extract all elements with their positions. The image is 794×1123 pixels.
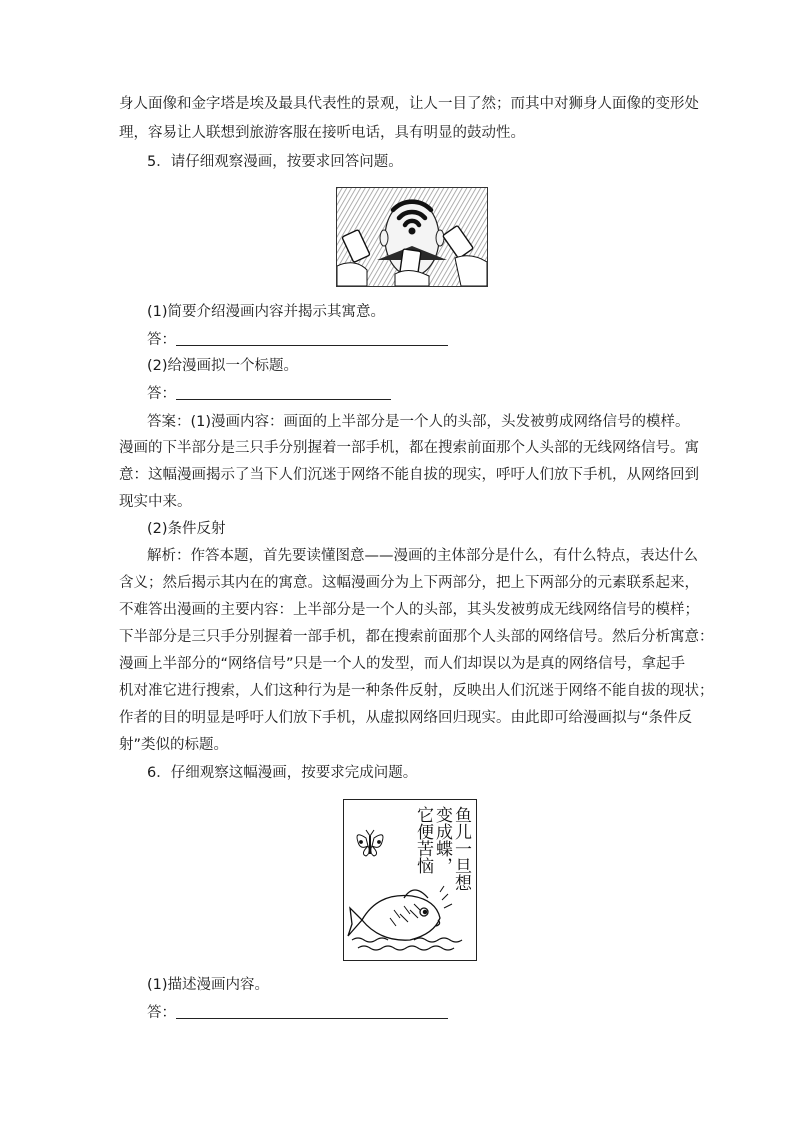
caption-column: 变成蝶，	[432, 806, 452, 874]
question-5-sub1: (1)简要介绍漫画内容并揭示其寓意。	[147, 304, 386, 320]
answer-line: 意：这幅漫画揭示了当下人们沉迷于网络不能自拔的现实，呼吁人们放下手机，从网络回到	[119, 467, 699, 483]
answer-label: 答：	[147, 332, 176, 348]
fish-icon	[348, 886, 452, 940]
caption-column: 鱼儿一旦想	[451, 806, 471, 891]
analysis-line: 下半部分是三只手分别握着一部手机，都在搜索前面那个人头部的网络信号。然后分析寓意：	[119, 629, 714, 645]
paragraph-line: 身人面像和金字塔是埃及最具代表性的景观，让人一目了然；而其中对狮身人面像的变形处	[119, 96, 699, 112]
ear-left	[380, 230, 388, 246]
paragraph-line: 理，容易让人联想到旅游客服在接听电话，具有明显的鼓动性。	[119, 125, 525, 141]
analysis-line: 含义；然后揭示其内在的寓意。这幅漫画分为上下两部分，把上下两部分的元素联系起来，	[119, 575, 699, 591]
analysis-line: 解析：作答本题，首先要读懂图意——漫画的主体部分是什么，有什么特点，表达什么	[147, 548, 698, 564]
ear-right	[436, 230, 444, 246]
butterfly-icon	[357, 830, 383, 856]
answer-label: 答：	[147, 386, 176, 402]
question-6-sub1: (1)描述漫画内容。	[147, 977, 270, 993]
question-5-sub2: (2)给漫画拟一个标题。	[147, 358, 299, 374]
analysis-line: 漫画上半部分的“网络信号”只是一个人的发型，而人们却误以为是真的网络信号，拿起手	[119, 656, 686, 672]
answer-line: 答案：(1)漫画内容：画面的上半部分是一个人的头部，头发被剪成网络信号的模样。	[147, 414, 690, 430]
question-5-title: 5．请仔细观察漫画，按要求回答问题。	[147, 154, 403, 170]
answer-label: 答：	[147, 1005, 176, 1021]
analysis-line: 不难答出漫画的主要内容：上半部分是一个人的头部，其头发被剪成无线网络信号的模样；	[119, 602, 699, 618]
answer-line: (2)条件反射	[147, 521, 226, 537]
answer-blank-line[interactable]	[176, 1018, 448, 1019]
answer-blank-line[interactable]	[176, 345, 448, 346]
caption-column: 它便苦恼	[413, 806, 433, 874]
answer-blank-line[interactable]	[176, 399, 391, 400]
wifi-cartoon-figure	[336, 187, 488, 287]
question-6-title: 6．仔细观察这幅漫画，按要求完成问题。	[147, 765, 418, 781]
answer-line: 漫画的下半部分是三只手分别握着一部手机，都在搜索前面那个人头部的无线网络信号。寓	[119, 440, 699, 456]
fish-butterfly-cartoon-figure	[343, 799, 477, 961]
analysis-line: 机对准它进行搜索，人们这种行为是一种条件反射，反映出人们沉迷于网络不能自拔的现状；	[119, 683, 714, 699]
answer-line: 现实中来。	[119, 494, 192, 510]
analysis-line: 射”类似的标题。	[119, 737, 229, 753]
analysis-line: 作者的目的明显是呼吁人们放下手机，从虚拟网络回归现实。由此即可给漫画拟与“条件反	[119, 710, 693, 726]
wifi-dot-icon	[409, 228, 416, 235]
